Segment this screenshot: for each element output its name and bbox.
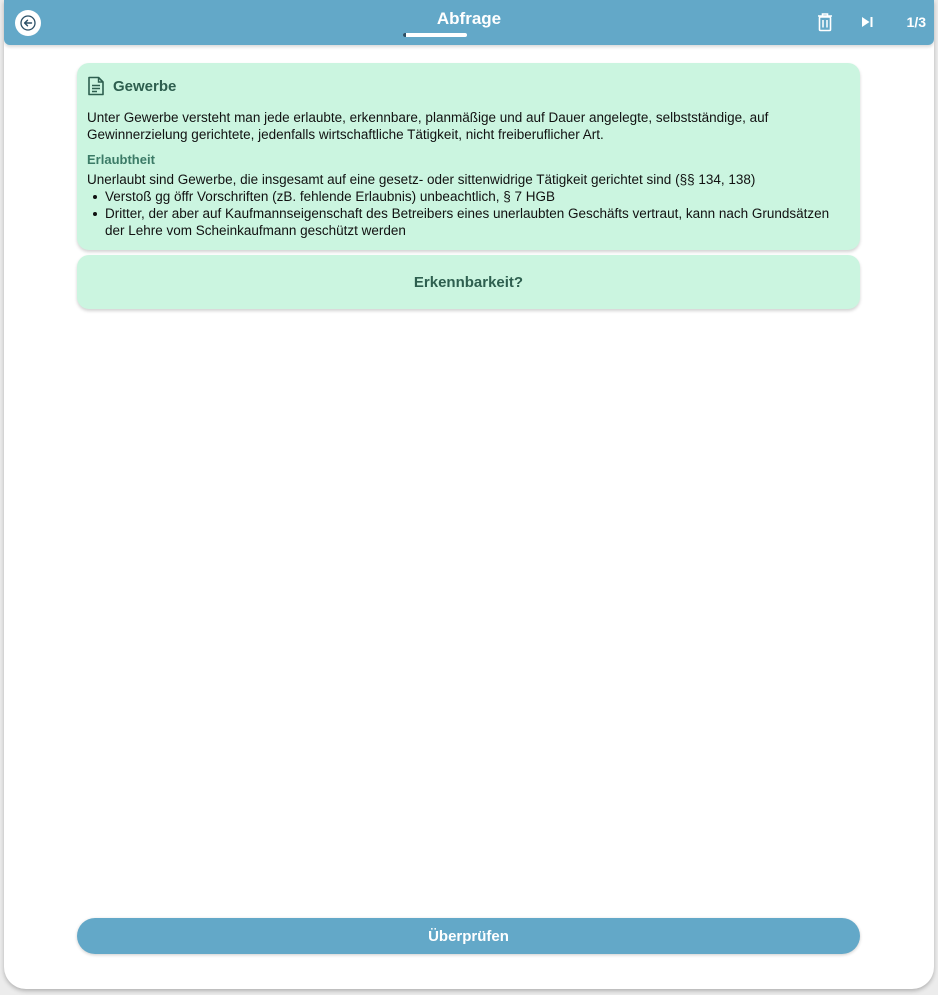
trash-icon[interactable] bbox=[816, 12, 834, 32]
document-icon bbox=[87, 76, 105, 96]
check-button[interactable]: Überprüfen bbox=[77, 918, 860, 954]
definition-text: Unter Gewerbe versteht man jede erlaubte, erkennbare, planmäßige und auf Dauer angelegte, selbstständige, auf Gewinnerzielung gerichtete, jedenfalls wirtschaftliche Tätigkeit, nicht freiberuflicher Art. bbox=[87, 110, 769, 142]
card-header bbox=[87, 75, 850, 97]
question-counter: 1/3 bbox=[906, 14, 926, 30]
top-bar bbox=[4, 0, 934, 45]
section-title: Erlaubtheit bbox=[87, 152, 155, 167]
section-text: Unerlaubt sind Gewerbe, die insgesamt auf eine gesetz- oder sittenwidrige Tätigkeit gerichtet sind (§§ 134, 138) bbox=[87, 172, 756, 187]
progress-fill bbox=[403, 33, 406, 37]
list-item: Verstoß gg öffr Vorschriften (zB. fehlende Erlaubnis) unbeachtlich, § 7 HGB bbox=[87, 188, 850, 205]
info-card bbox=[77, 63, 860, 250]
progress-bar bbox=[403, 33, 467, 37]
skip-next-icon[interactable] bbox=[859, 14, 875, 30]
card-title: Gewerbe bbox=[113, 77, 177, 95]
app-frame bbox=[4, 0, 934, 989]
bullet-list bbox=[87, 188, 850, 239]
question-card[interactable]: Erkennbarkeit? bbox=[77, 255, 860, 309]
list-item: Dritter, der aber auf Kaufmannseigenschaft des Betreibers eines unerlaubten Geschäfts vertraut, kann nach Grundsätzen der Lehre vom Scheinkaufmann geschützt werden bbox=[87, 205, 850, 239]
page-title: Abfrage bbox=[436, 9, 502, 28]
